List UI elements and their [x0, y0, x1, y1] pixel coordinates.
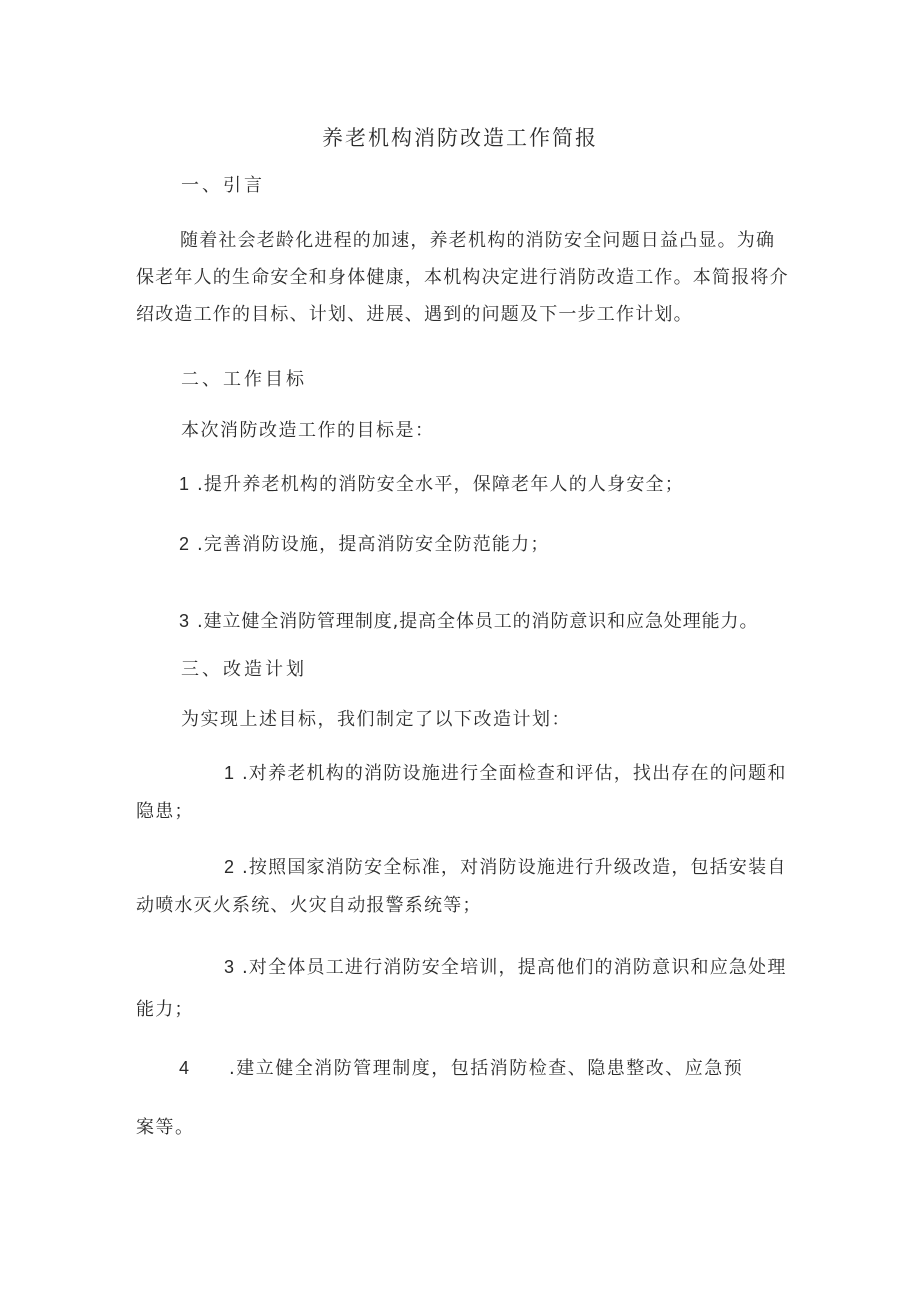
document-title: 养老机构消防改造工作简报 [322, 126, 598, 150]
plan-item-text: .对全体员工进行消防安全培训，提高他们的消防意识和应急处理能力； [136, 957, 787, 1020]
introduction-paragraph: 随着社会老龄化进程的加速，养老机构的消防安全问题日益凸显。为确保老年人的生命安全和身体健康，本机构决定进行消防改造工作。本简报将介绍改造工作的目标、计划、进展、遇到的问题及下一步工作计划。 [136, 230, 789, 325]
plan-item-4-continuation: 案等。 [136, 1117, 195, 1138]
plan-item-2 [136, 848, 792, 925]
goal-item-number: 3 [179, 611, 190, 631]
goal-item-text: .完善消防设施，提高消防安全防范能力； [197, 534, 550, 555]
plan-item-1 [136, 754, 792, 831]
goal-item-3 [179, 607, 758, 636]
plan-intro: 为实现上述目标，我们制定了以下改造计划： [181, 709, 571, 730]
plan-item-text: .对养老机构的消防设施进行全面检查和评估，找出存在的问题和隐患； [136, 763, 787, 822]
plan-item-3 [136, 946, 792, 1031]
plan-item-text: .按照国家消防安全标准，对消防设施进行升级改造，包括安装自动喷水灭火系统、火灾自动报警系统等； [136, 857, 787, 916]
section-heading-plan: 三、改造计划 [181, 659, 307, 680]
plan-item-text-line1: .建立健全消防管理制度，包括消防检查、隐患整改、应急预 [229, 1058, 744, 1079]
plan-item-number: 1 [224, 763, 235, 783]
section-heading-introduction: 一、引言 [181, 175, 265, 196]
plan-item-number: 3 [224, 957, 235, 977]
goal-item-text: .建立健全消防管理制度,提高全体员工的消防意识和应急处理能力。 [197, 611, 759, 632]
goal-item-number: 2 [179, 534, 190, 554]
section-heading-goals: 二、工作目标 [181, 369, 307, 390]
goal-item-text: .提升养老机构的消防安全水平，保障老年人的人身安全； [197, 474, 684, 495]
goal-item-2 [179, 530, 550, 559]
goal-item-1 [179, 470, 684, 499]
goals-intro: 本次消防改造工作的目标是： [181, 420, 435, 441]
plan-item-number: 4 [179, 1058, 190, 1078]
plan-item-number: 2 [224, 857, 235, 877]
plan-item-4 [179, 1054, 743, 1083]
goal-item-number: 1 [179, 474, 190, 494]
